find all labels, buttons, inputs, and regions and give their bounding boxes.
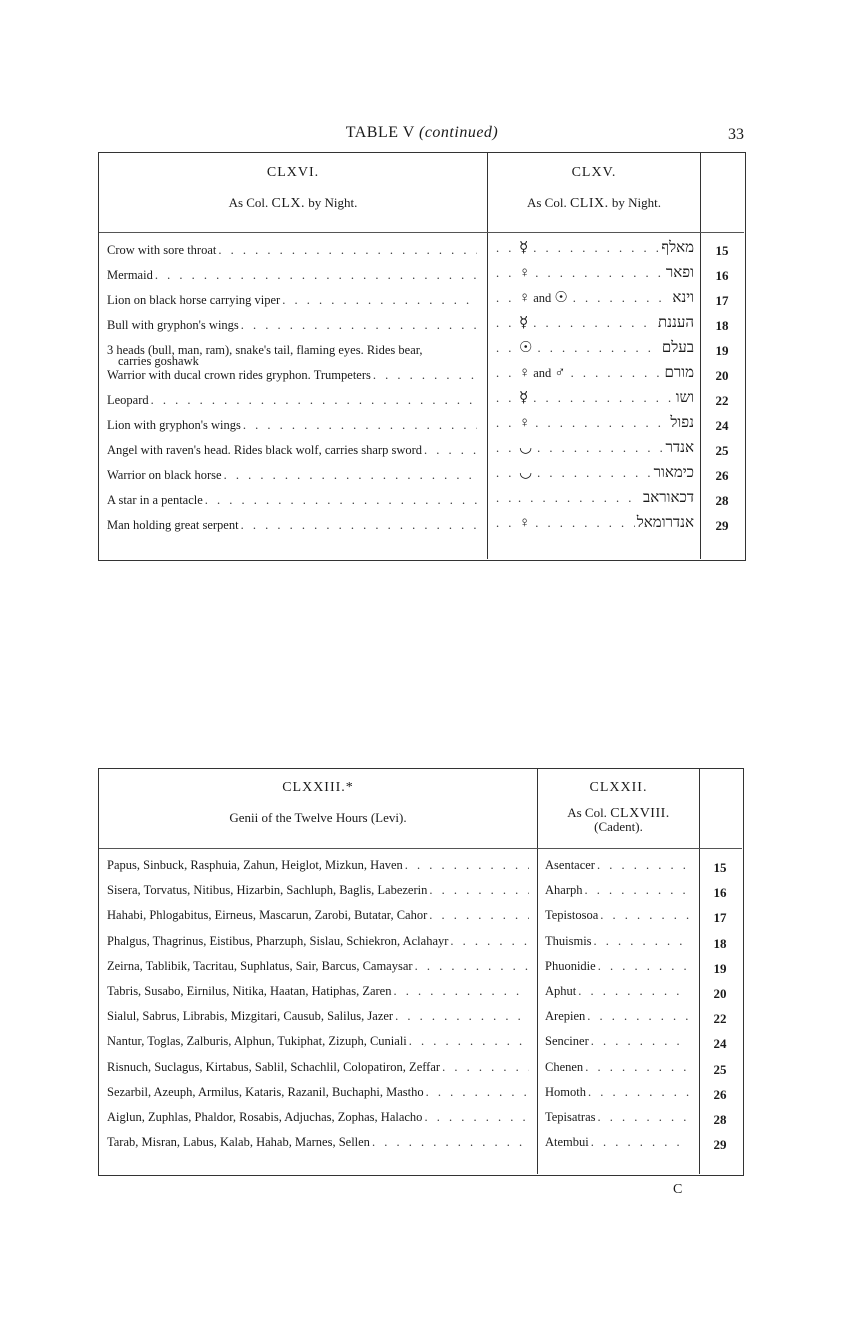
- hebrew-name: דכאוראב: [643, 490, 694, 506]
- dot-leader: [393, 984, 529, 998]
- dot-leader: [395, 1009, 529, 1023]
- cadent-name: Atembui: [545, 1135, 589, 1150]
- table-row-description: [107, 293, 479, 307]
- dot-leader: [409, 1034, 529, 1048]
- dot-leader: [442, 1060, 529, 1074]
- table-row-genii: [107, 908, 531, 922]
- dot-leader: [533, 391, 673, 405]
- row-number: 26: [715, 468, 729, 483]
- table-row-genii: [107, 959, 531, 973]
- genii-names: Sezarbil, Azeuph, Armilus, Kataris, Razanil, Buchaphi, Mastho: [107, 1084, 424, 1099]
- table-row-genii: [107, 934, 531, 948]
- cadent-name: Aphut: [545, 984, 577, 998]
- cadent-name: Homoth: [545, 1084, 586, 1099]
- and-text: and: [533, 366, 552, 380]
- table-row-description: [107, 318, 479, 332]
- dot-leader: [598, 959, 689, 973]
- genii-names: Sialul, Sabrus, Librabis, Mizgitari, Causub, Salilus, Jazer: [107, 1009, 394, 1024]
- planet-symbol-icon: ♀: [519, 515, 531, 531]
- planet-symbol-icon: ♂: [554, 365, 566, 381]
- planet-symbol-icon: ◡: [519, 440, 533, 456]
- row-number: 22: [713, 1011, 727, 1027]
- hebrew-name: מורם: [664, 365, 694, 381]
- dot-leader: [496, 341, 514, 355]
- row-number: 18: [713, 935, 727, 951]
- dot-leader: [585, 883, 690, 897]
- genii-names: Hahabi, Phlogabitus, Eirneus, Mascarun, Zarobi, Butatar, Cahor: [107, 908, 428, 923]
- table-row-attribution: [494, 266, 694, 280]
- column-header-clxv: [488, 165, 700, 212]
- dot-leader: [496, 316, 514, 330]
- row-number: 17: [713, 910, 727, 926]
- row-number: 29: [713, 1137, 727, 1153]
- hebrew-name: ופאר: [665, 265, 694, 281]
- table-row-description: [107, 268, 479, 282]
- description-continuation: carries goshawk: [118, 354, 199, 368]
- dot-leader: [241, 518, 477, 532]
- table-row-genii: [107, 1135, 531, 1149]
- table-row-name: [545, 1060, 691, 1074]
- description-text: Crow with sore throat: [107, 243, 217, 257]
- table-row-name: [545, 1110, 691, 1124]
- row-number: 25: [713, 1061, 727, 1077]
- planet-symbol-icon: ◡: [519, 465, 533, 481]
- dot-leader: [205, 493, 477, 507]
- table-row-description: [107, 493, 479, 507]
- dot-leader: [450, 934, 529, 948]
- page-number: 33: [728, 126, 744, 143]
- table-row-attribution: [494, 316, 694, 330]
- hebrew-name: מאלף: [661, 240, 694, 256]
- table-row-name: [545, 1135, 691, 1149]
- cadent-name: Thuismis: [545, 933, 592, 948]
- column-divider: [487, 152, 488, 559]
- dot-leader: [573, 291, 671, 305]
- description-text: 3 heads (bull, man, ram), snake's tail, flaming eyes. Rides bear,: [107, 343, 423, 357]
- dot-leader: [496, 491, 514, 505]
- column-description: As Col. CLX. by Night.: [228, 195, 358, 211]
- dot-leader: [426, 1085, 529, 1099]
- table-row-description: [107, 243, 479, 257]
- cadent-name: Phuonidie: [545, 958, 596, 973]
- header-rule: [99, 232, 744, 233]
- table-row-description: [107, 518, 479, 532]
- dot-leader: [424, 1110, 529, 1124]
- table-row-genii: [107, 1110, 531, 1124]
- table-row-genii: [107, 984, 531, 998]
- dot-leader: [496, 466, 514, 480]
- table-row-genii: [107, 1009, 531, 1023]
- column-divider: [699, 768, 700, 1174]
- description-text: Warrior with ducal crown rides gryphon. Trumpeters: [107, 368, 371, 382]
- table-row-name: [545, 883, 691, 897]
- table-row-description: [107, 393, 479, 407]
- table-row-name: [545, 908, 691, 922]
- table-row-genii: [107, 1085, 531, 1099]
- description-text: Bull with gryphon's wings: [107, 318, 239, 332]
- dot-leader: [224, 468, 477, 482]
- planet-symbol-icon: ♀: [519, 265, 531, 281]
- table-row-description: [107, 368, 479, 382]
- dot-leader: [282, 293, 477, 307]
- table-row-attribution: [494, 366, 694, 380]
- row-number: 28: [713, 1112, 727, 1127]
- dot-leader: [588, 1085, 689, 1099]
- signature-mark: C: [673, 1182, 683, 1197]
- dot-leader: [429, 883, 529, 897]
- row-number: 24: [715, 418, 729, 433]
- row-number: 18: [715, 318, 729, 333]
- table-row-attribution: [494, 441, 694, 455]
- dot-leader: [496, 241, 514, 255]
- genii-names: Tarab, Misran, Labus, Kalab, Hahab, Marnes, Sellen: [107, 1135, 370, 1150]
- hebrew-name: ושו: [675, 390, 694, 406]
- cadent-name: Arepien: [545, 1009, 586, 1024]
- genii-names: Nantur, Toglas, Zalburis, Alphun, Tukiphat, Zizuph, Cuniali: [107, 1034, 407, 1049]
- row-number: 16: [713, 885, 727, 901]
- planet-symbol-icon: ♀: [519, 290, 531, 306]
- and-text: and: [533, 291, 552, 305]
- dot-leader: [405, 858, 529, 872]
- row-number: 19: [715, 343, 729, 358]
- dot-leader: [218, 243, 477, 257]
- row-number: 15: [715, 243, 729, 258]
- table-row-name: [545, 858, 691, 872]
- dot-leader: [243, 418, 477, 432]
- genii-names: Aiglun, Zuphlas, Phaldor, Rosabis, Adjuchas, Zophas, Halacho: [107, 1110, 423, 1124]
- dot-leader: [537, 466, 652, 480]
- dot-leader: [496, 516, 514, 530]
- dot-leader: [151, 393, 477, 407]
- cadent-name: Asentacer: [545, 858, 595, 872]
- column-header-clxxiii: [99, 780, 537, 826]
- dot-leader: [594, 934, 689, 948]
- description-text: Lion on black horse carrying viper: [107, 293, 281, 307]
- cadent-name: Tepisatras: [545, 1110, 596, 1124]
- dot-leader: [496, 391, 514, 405]
- planet-symbol-icon: ☉: [519, 340, 533, 356]
- dot-leader: [496, 266, 514, 280]
- description-text: Lion with gryphon's wings: [107, 418, 241, 432]
- row-number: 24: [713, 1036, 727, 1052]
- column-number: CLXXIII.*: [282, 780, 354, 795]
- column-header-clxxii: [538, 780, 699, 833]
- table-row-genii: [107, 883, 531, 897]
- row-number: 25: [715, 443, 729, 458]
- table-row-attribution: [494, 416, 694, 430]
- column-header-clxvi: [99, 165, 487, 212]
- dot-leader: [424, 443, 477, 457]
- table-row-attribution: [494, 291, 694, 305]
- dot-leader: [597, 858, 689, 872]
- dot-leader: [535, 266, 664, 280]
- dot-leader: [241, 318, 477, 332]
- genii-names: Zeirna, Tablibik, Tacritau, Suphlatus, Sair, Barcus, Camaysar: [107, 958, 413, 973]
- table-row-genii: [107, 1060, 531, 1074]
- dot-leader: [496, 416, 514, 430]
- dot-leader: [155, 268, 477, 282]
- genii-names: Risnuch, Suclagus, Kirtabus, Sablil, Schachlil, Colopatiron, Zeffar: [107, 1059, 441, 1074]
- description-text: Leopard: [107, 393, 149, 407]
- table-row-name: [545, 984, 691, 998]
- dot-leader: [373, 368, 477, 382]
- planet-symbol-icon: ☿: [519, 240, 529, 256]
- dot-leader: [415, 959, 529, 973]
- dot-leader: [535, 516, 635, 530]
- table-row-name: [545, 1034, 691, 1048]
- dot-leader: [496, 291, 514, 305]
- column-number: CLXVI.: [266, 165, 320, 180]
- column-description: Genii of the Twelve Hours (Levi).: [229, 810, 407, 825]
- table-row-attribution: [494, 516, 694, 530]
- dot-leader: [496, 366, 514, 380]
- hebrew-name: כימאור: [653, 465, 694, 481]
- table-row-attribution: [494, 466, 694, 480]
- genii-names: Papus, Sinbuck, Rasphuia, Zahun, Heiglot, Mizkun, Haven: [107, 858, 403, 872]
- row-number: 28: [715, 493, 729, 508]
- table-row-name: [545, 1085, 691, 1099]
- dot-leader: [537, 441, 663, 455]
- title-main: TABLE V: [345, 124, 415, 141]
- dot-leader: [578, 984, 689, 998]
- hebrew-name: אנדרומאל: [636, 515, 694, 531]
- table-row-name: [545, 934, 691, 948]
- table-row-name: [545, 1009, 691, 1023]
- page-title: [0, 124, 844, 142]
- column-number: CLXV.: [571, 165, 617, 180]
- dot-leader: [533, 316, 656, 330]
- row-number: 20: [713, 986, 727, 1001]
- table-row-attribution: [494, 391, 694, 405]
- dot-leader: [537, 341, 659, 355]
- dot-leader: [585, 1060, 689, 1074]
- dot-leader: [518, 491, 641, 505]
- table-row-name: [545, 959, 691, 973]
- hebrew-name: אנדר: [665, 440, 694, 456]
- planet-symbol-icon: ♀: [519, 365, 531, 381]
- row-number: 16: [715, 268, 729, 283]
- planet-symbol-icon: ☿: [519, 315, 529, 331]
- table-row-attribution: [494, 241, 694, 255]
- cadent-name: Tepistosoa: [545, 908, 599, 923]
- dot-leader: [533, 241, 659, 255]
- planet-symbol-icon: ♀: [519, 415, 531, 431]
- hebrew-name: בעלם: [661, 340, 694, 356]
- row-number: 19: [713, 960, 727, 976]
- hebrew-name: נפול: [670, 415, 694, 431]
- row-number: 26: [713, 1086, 727, 1102]
- cadent-name: Chenen: [545, 1059, 584, 1074]
- title-continued: (continued): [419, 124, 499, 141]
- column-number: CLXXII.: [589, 780, 648, 795]
- planet-symbol-icon: ☿: [519, 390, 529, 406]
- row-number: 15: [713, 860, 727, 875]
- dot-leader: [571, 366, 663, 380]
- cadent-name: Aharph: [545, 883, 583, 898]
- table-row-genii: [107, 1034, 531, 1048]
- table-row-attribution: [494, 341, 694, 355]
- dot-leader: [591, 1135, 689, 1149]
- genii-names: Phalgus, Thagrinus, Eistibus, Pharzuph, Sislau, Schiekron, Aclahayr: [107, 933, 449, 948]
- description-text: Warrior on black horse: [107, 468, 222, 482]
- genii-names: Sisera, Torvatus, Nitibus, Hizarbin, Sachluph, Baglis, Labezerin: [107, 883, 428, 898]
- row-number: 17: [715, 293, 729, 308]
- hebrew-name: העננת: [657, 315, 694, 331]
- genii-names: Tabris, Susabo, Eirnilus, Nitika, Haatan, Hatiphas, Zaren: [107, 984, 392, 998]
- dot-leader: [600, 908, 689, 922]
- hebrew-name: וינא: [672, 290, 694, 306]
- dot-leader: [372, 1135, 529, 1149]
- dot-leader: [429, 908, 529, 922]
- description-text: A star in a pentacle: [107, 493, 203, 507]
- description-text: Angel with raven's head. Rides black wolf, carries sharp sword: [107, 443, 423, 457]
- row-number: 22: [715, 393, 729, 408]
- dot-leader: [591, 1034, 689, 1048]
- row-number: 20: [715, 368, 729, 383]
- table-row-description: [107, 468, 479, 482]
- table-row-description: [107, 443, 479, 457]
- column-description: As Col. CLXVIII. (Cadent).: [567, 805, 670, 834]
- row-number: 29: [715, 518, 729, 533]
- description-text: Mermaid: [107, 268, 153, 282]
- table-row-genii: [107, 858, 531, 872]
- dot-leader: [496, 441, 514, 455]
- column-divider: [700, 152, 701, 559]
- dot-leader: [535, 416, 668, 430]
- table-row-description: [107, 418, 479, 432]
- cadent-name: Senciner: [545, 1034, 589, 1049]
- table-row-attribution: [494, 491, 694, 505]
- column-description: As Col. CLIX. by Night.: [526, 195, 662, 211]
- dot-leader: [587, 1009, 689, 1023]
- description-text: Man holding great serpent: [107, 518, 239, 532]
- header-rule: [99, 848, 742, 849]
- dot-leader: [598, 1110, 690, 1124]
- planet-symbol-icon: ☉: [554, 290, 568, 306]
